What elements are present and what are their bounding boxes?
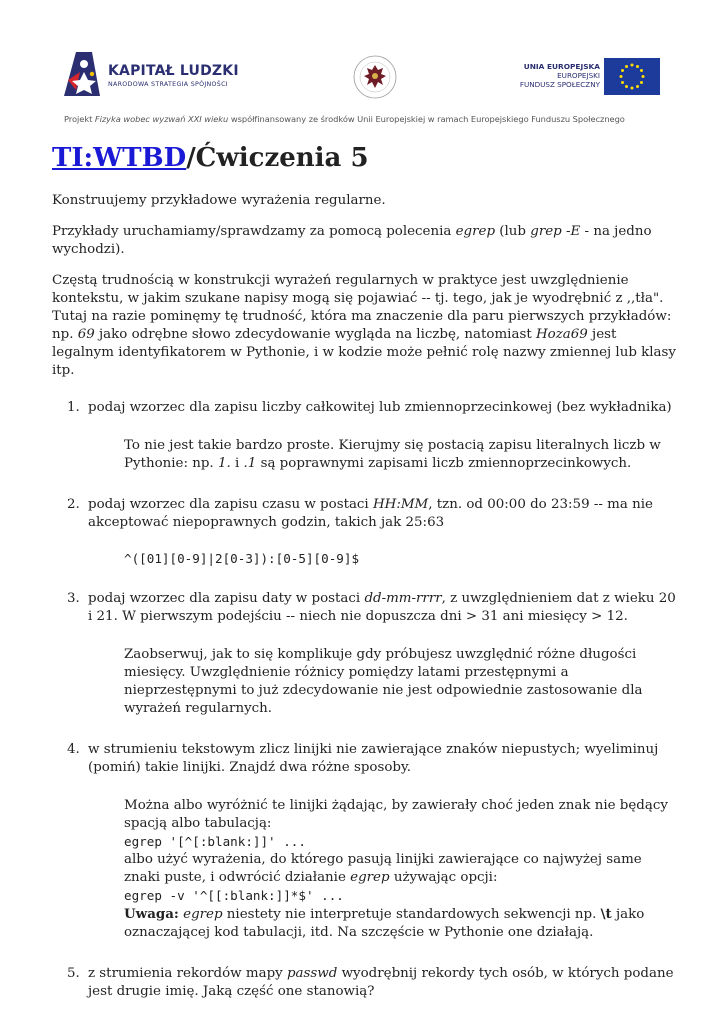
note-2-emphasis: egrep — [350, 870, 390, 885]
warning-label: Uwaga: — [124, 906, 179, 922]
note-text-3 — [124, 905, 682, 942]
eu-line-3: FUNDUSZ SPOŁECZNY — [519, 80, 600, 89]
item-emphasis: passwd — [286, 966, 338, 981]
note-3-emphasis: egrep — [183, 907, 223, 922]
note-text-2 — [124, 851, 682, 887]
kapital-ludzki-subtitle: NARODOWA STRATEGIA SPÓJNOŚCI — [108, 81, 228, 88]
p2-text-a: Przykłady uruchamiamy/sprawdzamy za pomocą polecenia — [52, 224, 456, 239]
note-2-text-a: albo użyć wyrażenia, do którego pasują linijki zawierające co najwyżej same znaki puste, i odwrócić działanie — [124, 852, 642, 885]
exercise-note-3: Zaobserwuj, jak to się komplikuje gdy próbujesz uwzględnić różne długości miesięcy. Uwzględnienie różnicy pomiędzy latami przestępnymi a nieprzestępnymi to już zdecydowanie nie jest odpowiednie zastosowanie dla wyrażeń regularnych. — [124, 647, 643, 716]
item-text-b: , tzn. od 00:00 do 23:59 -- ma nie akceptować niepoprawnych godzin, takich jak 25:63 — [88, 497, 653, 530]
item-number: 5. — [67, 966, 80, 981]
p3-text-c: jest legalnym identyfikatorem w Pythonie, i w kodzie może pełnić rolę nazwy zmiennej lub klasy itp. — [52, 327, 676, 378]
p2-command-2: grep -E — [530, 224, 581, 239]
exercise-note-1 — [124, 437, 682, 473]
item-text-a: podaj wzorzec dla zapisu czasu w postaci — [88, 497, 373, 512]
kapital-ludzki-mark-icon — [62, 50, 102, 98]
exercise-item-5 — [52, 965, 682, 1001]
item-text: podaj wzorzec dla zapisu liczby całkowitej lub zmiennoprzecinkowej (bez wykładnika) — [88, 400, 672, 415]
project-prefix: Projekt — [64, 114, 95, 124]
exercise-list — [52, 399, 682, 1001]
university-warsaw-seal-icon — [352, 54, 398, 100]
p3-emphasis-2: Hoza69 — [535, 327, 588, 342]
note-text-a: To nie jest takie bardzo proste. Kierujmy się postacią zapisu literalnych liczb w Pythonie: np. — [124, 438, 661, 471]
item-number: 4. — [67, 742, 80, 757]
p3-text-a: Częstą trudnością w konstrukcji wyrażeń regularnych w praktyce jest uwzględnienie kontekstu, w jakim szukane napisy mogą się pojawiać -- tj. tego, jak je wyodrębnić z ,,tła". Tutaj na razie pominęmy tę trudność, która ma znaczenie dla paru pierwszych przykładów: np. — [52, 273, 672, 342]
exercise-item-4 — [52, 741, 682, 777]
project-funding-line — [64, 114, 625, 124]
page-title — [52, 138, 682, 178]
item-text-a: podaj wzorzec dla zapisu daty w postaci — [88, 591, 365, 606]
note-emphasis-1: 1. — [217, 456, 231, 471]
item-text-b: , z uwzględnieniem dat z wieku 20 i 21. W pierwszym podejściu -- niech nie dopuszcza dni > 31 ani miesięcy > 12. — [88, 591, 676, 624]
note-text-1: Można albo wyróżnić te linijki żądając, by zawierały choć jeden znak nie będący spacją albo tabulacją: — [124, 798, 668, 831]
p2-text-c: - na jedno wychodzi). — [52, 224, 652, 257]
p3-text-b: jako odrębne słowo zdecydowanie wygląda na liczbę, natomiast — [94, 327, 536, 342]
exercise-item-2 — [52, 496, 682, 532]
item-text: w strumieniu tekstowym zlicz linijki nie zawierające znaków niepustych; wyeliminuj (pomiń) takie linijki. Znajdź dwa różne sposoby. — [88, 742, 659, 775]
main-content — [52, 138, 682, 1001]
item-text-b: wyodrębnij rekordy tych osób, w których podane jest drugie imię. Jaką część one stanowią? — [88, 966, 674, 999]
page-header — [0, 0, 725, 130]
project-name: Fizyka wobec wyzwań XXI wieku — [94, 114, 229, 124]
egrep-code-2: egrep -v '^[[:blank:]]*$' ... — [124, 888, 344, 903]
kapital-ludzki-logo — [62, 50, 242, 100]
intro-paragraph-1: Konstruujemy przykładowe wyrażenia regularne. — [52, 193, 386, 208]
title-link[interactable]: TI:WTBD — [52, 143, 187, 173]
tab-sequence: \t — [600, 906, 612, 922]
time-regex-code: ^([01][0-9]|2[0-3]):[0-5][0-9]$ — [124, 551, 360, 566]
note-3-text-a: niestety nie interpretuje standardowych sekwencji np. — [222, 907, 601, 922]
item-text-a: z strumienia rekordów mapy — [88, 966, 287, 981]
eu-line-1: UNIA EUROPEJSKA — [523, 62, 600, 71]
item-number: 3. — [67, 591, 80, 606]
item-number: 2. — [67, 497, 80, 512]
eu-fund-text — [510, 62, 600, 89]
eu-flag-icon — [604, 58, 660, 95]
exercise-note-4 — [124, 797, 682, 942]
intro-paragraph-2 — [52, 223, 682, 259]
note-emphasis-2: .1 — [243, 456, 257, 471]
note-3-text-b: jako oznaczającej kod tabulacji, itd. Na szczęście w Pythonie one działają. — [124, 907, 645, 940]
egrep-code-1: egrep '[^[:blank:]]' ... — [124, 834, 306, 849]
note-2-text-b: używając opcji: — [389, 870, 498, 885]
note-text-c: są poprawnymi zapisami liczb zmiennoprzecinkowych. — [256, 456, 632, 471]
kapital-ludzki-title: KAPITAŁ LUDZKI — [108, 63, 239, 79]
p3-emphasis-1: 69 — [77, 327, 95, 342]
item-emphasis: dd-mm-rrrr — [364, 591, 442, 606]
note-text-b: i — [230, 456, 244, 471]
intro-paragraph-3 — [52, 272, 682, 380]
title-rest: /Ćwiczenia 5 — [186, 143, 369, 173]
item-number: 1. — [67, 400, 80, 415]
p2-command: egrep — [455, 224, 496, 239]
exercise-item-1 — [52, 399, 682, 417]
item-emphasis: HH:MM — [372, 497, 429, 512]
project-suffix: współfinansowany ze środków Unii Europejskiej w ramach Europejskiego Funduszu Społecznego — [228, 114, 625, 124]
p2-text-b: (lub — [495, 224, 531, 239]
exercise-item-3 — [52, 590, 682, 626]
eu-line-2: EUROPEJSKI — [557, 71, 600, 80]
